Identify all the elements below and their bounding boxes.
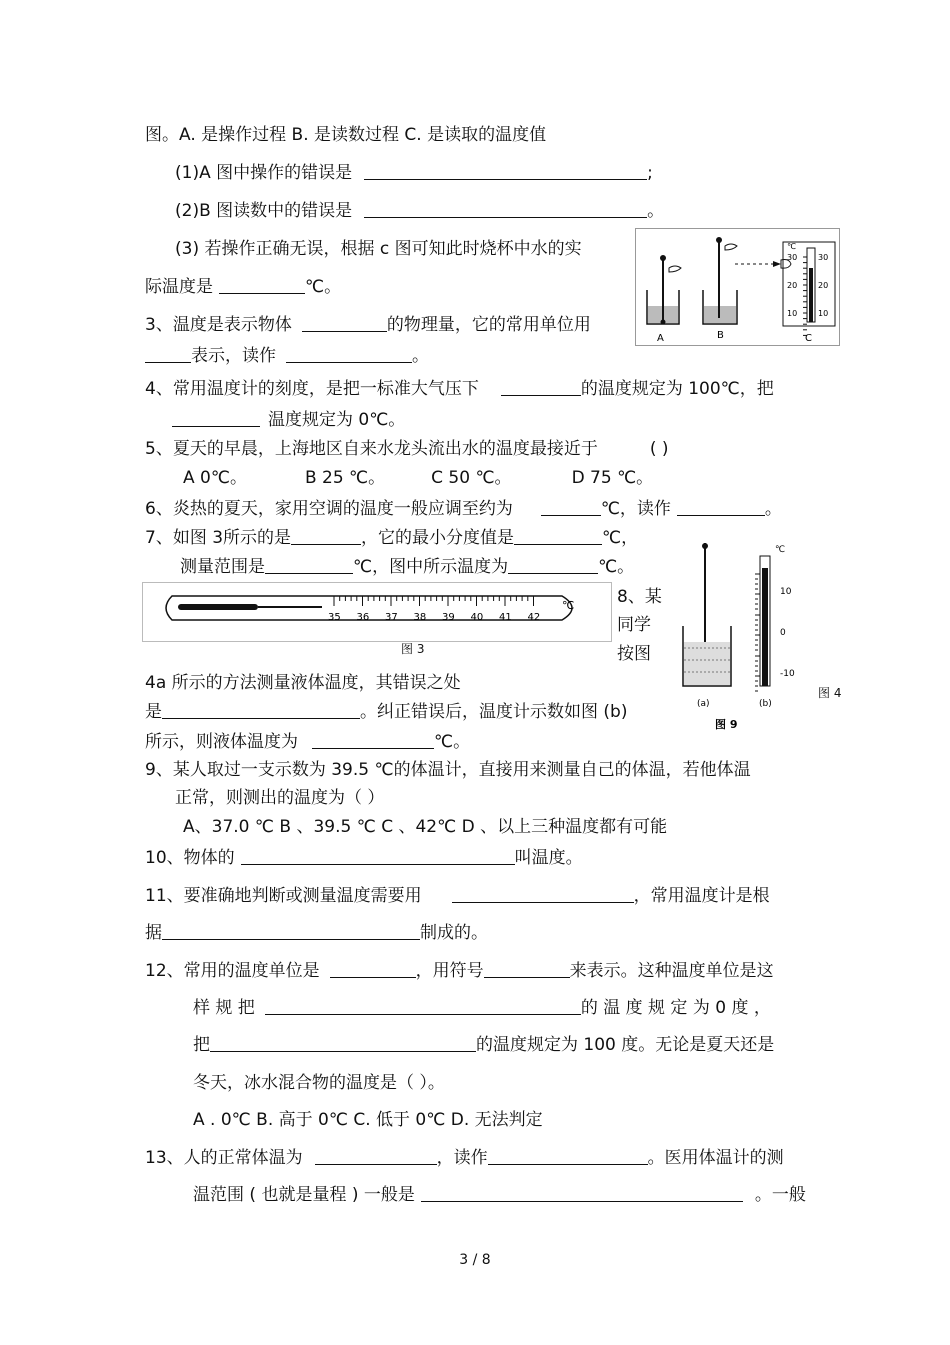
unit-label: ℃ bbox=[787, 242, 796, 251]
beaker-thermometer-figure bbox=[635, 228, 840, 346]
answer-blank[interactable] bbox=[364, 201, 647, 218]
label-c: C bbox=[805, 333, 812, 344]
question-9-options: A、37.0 ℃ B 、39.5 ℃ C 、42℃ D 、以上三种温度都有可能 bbox=[183, 817, 668, 837]
tick-label: 39 bbox=[442, 612, 455, 623]
text-line: 按图 bbox=[617, 644, 651, 664]
label-b: B bbox=[717, 330, 724, 341]
answer-blank[interactable] bbox=[302, 315, 387, 332]
tick-label: 0 bbox=[780, 628, 786, 638]
question-3-cont: 表示，读作 。 bbox=[145, 345, 429, 367]
answer-blank[interactable] bbox=[330, 961, 416, 978]
beaker-a bbox=[683, 543, 731, 686]
unit-label: ℃ bbox=[775, 545, 786, 555]
question-8: 是 。纠正错误后，温度计示数如图 (b) bbox=[145, 702, 628, 722]
answer-blank[interactable] bbox=[172, 410, 260, 427]
answer-blank[interactable] bbox=[541, 499, 601, 516]
answer-blank[interactable] bbox=[421, 1185, 743, 1202]
question-6: 6、炎热的夏天，家用空调的温度一般应调至约为 ℃，读作 。 bbox=[145, 499, 782, 519]
question-3: 3、温度是表示物体 的物理量，它的常用单位用 bbox=[145, 315, 591, 335]
text-line: (1)A 图中操作的错误是 ; bbox=[175, 163, 653, 183]
question-5: 5、夏天的早晨，上海地区自来水龙头流出水的温度最接近于 ( ) bbox=[145, 439, 669, 459]
answer-blank[interactable] bbox=[508, 557, 598, 574]
answer-blank[interactable] bbox=[265, 998, 581, 1015]
question-12: 12、常用的温度单位是 ，用符号 来表示。这种温度单位是这 bbox=[145, 961, 774, 981]
tick-label: 10 bbox=[780, 587, 792, 597]
figure-3-caption: 图 3 bbox=[401, 642, 425, 656]
question-8-cont: 所示，则液体温度为 ℃。 bbox=[145, 732, 471, 752]
text-line: (3) 若操作正确无误，根据 c 图可知此时烧杯中水的实 bbox=[175, 239, 582, 259]
question-11: 11、要准确地判断或测量温度需要用 ，常用温度计是根 bbox=[145, 886, 770, 906]
tick-label: 37 bbox=[385, 612, 398, 623]
answer-blank[interactable] bbox=[162, 702, 360, 719]
question-5-options: A 0℃。 B 25 ℃。 C 50 ℃。 D 75 ℃。 bbox=[183, 468, 654, 488]
question-4: 4、常用温度计的刻度，是把一标准大气压下 的温度规定为 100℃，把 bbox=[145, 379, 774, 399]
tick-label: 30 bbox=[818, 253, 829, 262]
question-12-options: A . 0℃ B. 高于 0℃ C. 低于 0℃ D. 无法判定 bbox=[193, 1110, 543, 1130]
tick-label: 35 bbox=[328, 612, 341, 623]
tick-label: 42 bbox=[527, 612, 541, 623]
text-line: 4a 所示的方法测量液体温度，其错误之处 bbox=[145, 673, 461, 693]
answer-blank[interactable] bbox=[514, 528, 602, 545]
answer-blank[interactable] bbox=[241, 848, 515, 865]
tick-label: 40 bbox=[470, 612, 484, 623]
tick-label: 41 bbox=[499, 612, 512, 623]
answer-blank[interactable] bbox=[286, 346, 412, 363]
answer-blank[interactable] bbox=[219, 277, 305, 294]
answer-blank[interactable] bbox=[452, 886, 634, 903]
question-7: 7、如图 3所示的是 ，它的最小分度值是 ℃， bbox=[145, 528, 639, 548]
tick-label: 30 bbox=[787, 253, 798, 262]
answer-blank[interactable] bbox=[210, 1035, 476, 1052]
tick-label: 20 bbox=[818, 281, 829, 290]
answer-blank[interactable] bbox=[265, 557, 353, 574]
answer-blank[interactable] bbox=[162, 923, 420, 940]
question-13-cont: 温范围 ( 也就是量程 ) 一般是 。一般 bbox=[193, 1185, 806, 1205]
subfigure-a-label: (a) bbox=[697, 699, 710, 709]
answer-blank[interactable] bbox=[315, 1148, 437, 1165]
figure-4-caption: 图 4 bbox=[818, 686, 842, 700]
answer-blank[interactable] bbox=[488, 1148, 648, 1165]
text-line: 8、某 bbox=[617, 587, 662, 607]
tick-label: 38 bbox=[413, 612, 427, 623]
answer-blank[interactable] bbox=[145, 346, 191, 363]
label-a: A bbox=[657, 333, 664, 344]
tick-label: -10 bbox=[780, 669, 795, 679]
text-line: 际温度是 ℃。 bbox=[145, 277, 342, 297]
question-12-cont: 样 规 把 的 温 度 规 定 为 0 度 ， bbox=[193, 998, 771, 1018]
clinical-thermometer-figure bbox=[142, 582, 612, 642]
figure-frame bbox=[143, 583, 612, 642]
question-10: 10、物体的 叫温度。 bbox=[145, 848, 583, 868]
answer-blank[interactable] bbox=[677, 499, 765, 516]
question-12-cont: 冬天，冰水混合物的温度是（ ）。 bbox=[193, 1073, 445, 1093]
question-13: 13、人的正常体温为 ，读作 。医用体温计的测 bbox=[145, 1148, 784, 1168]
tick-label: 10 bbox=[787, 309, 798, 318]
tick-label: 20 bbox=[787, 281, 798, 290]
unit-label: ℃ bbox=[562, 599, 575, 612]
question-9: 9、某人取过一支示数为 39.5 ℃的体温计，直接用来测量自己的体温，若他体温 bbox=[145, 760, 751, 780]
page-number: 3 / 8 bbox=[459, 1252, 491, 1268]
tick-label: 36 bbox=[356, 612, 370, 623]
question-4-cont: 温度规定为 0℃。 bbox=[172, 409, 405, 431]
beaker-scale-figure bbox=[675, 538, 815, 738]
mercury-bulb bbox=[178, 604, 258, 610]
scale-b bbox=[755, 545, 795, 691]
answer-blank[interactable] bbox=[291, 528, 361, 545]
question-7-cont: 测量范围是 ℃，图中所示温度为 ℃。 bbox=[180, 557, 635, 577]
figure-9-label: 图 9 bbox=[715, 718, 738, 731]
answer-blank[interactable] bbox=[501, 379, 581, 396]
answer-blank[interactable] bbox=[484, 961, 570, 978]
question-9-cont: 正常，则测出的温度为（ ） bbox=[175, 788, 385, 808]
question-12-cont: 把 的温度规定为 100 度。无论是夏天还是 bbox=[193, 1035, 775, 1055]
tick-label: 10 bbox=[818, 309, 829, 318]
answer-blank[interactable] bbox=[364, 163, 647, 180]
question-11-cont: 据 制成的。 bbox=[145, 923, 488, 943]
text-line: (2)B 图读数中的错误是 。 bbox=[175, 201, 665, 221]
subfigure-b-label: (b) bbox=[759, 699, 772, 709]
answer-blank[interactable] bbox=[312, 732, 434, 749]
text-line: 同学 bbox=[617, 615, 651, 635]
text-line: 图。A. 是操作过程 B. 是读数过程 C. 是读取的温度值 bbox=[145, 125, 547, 145]
